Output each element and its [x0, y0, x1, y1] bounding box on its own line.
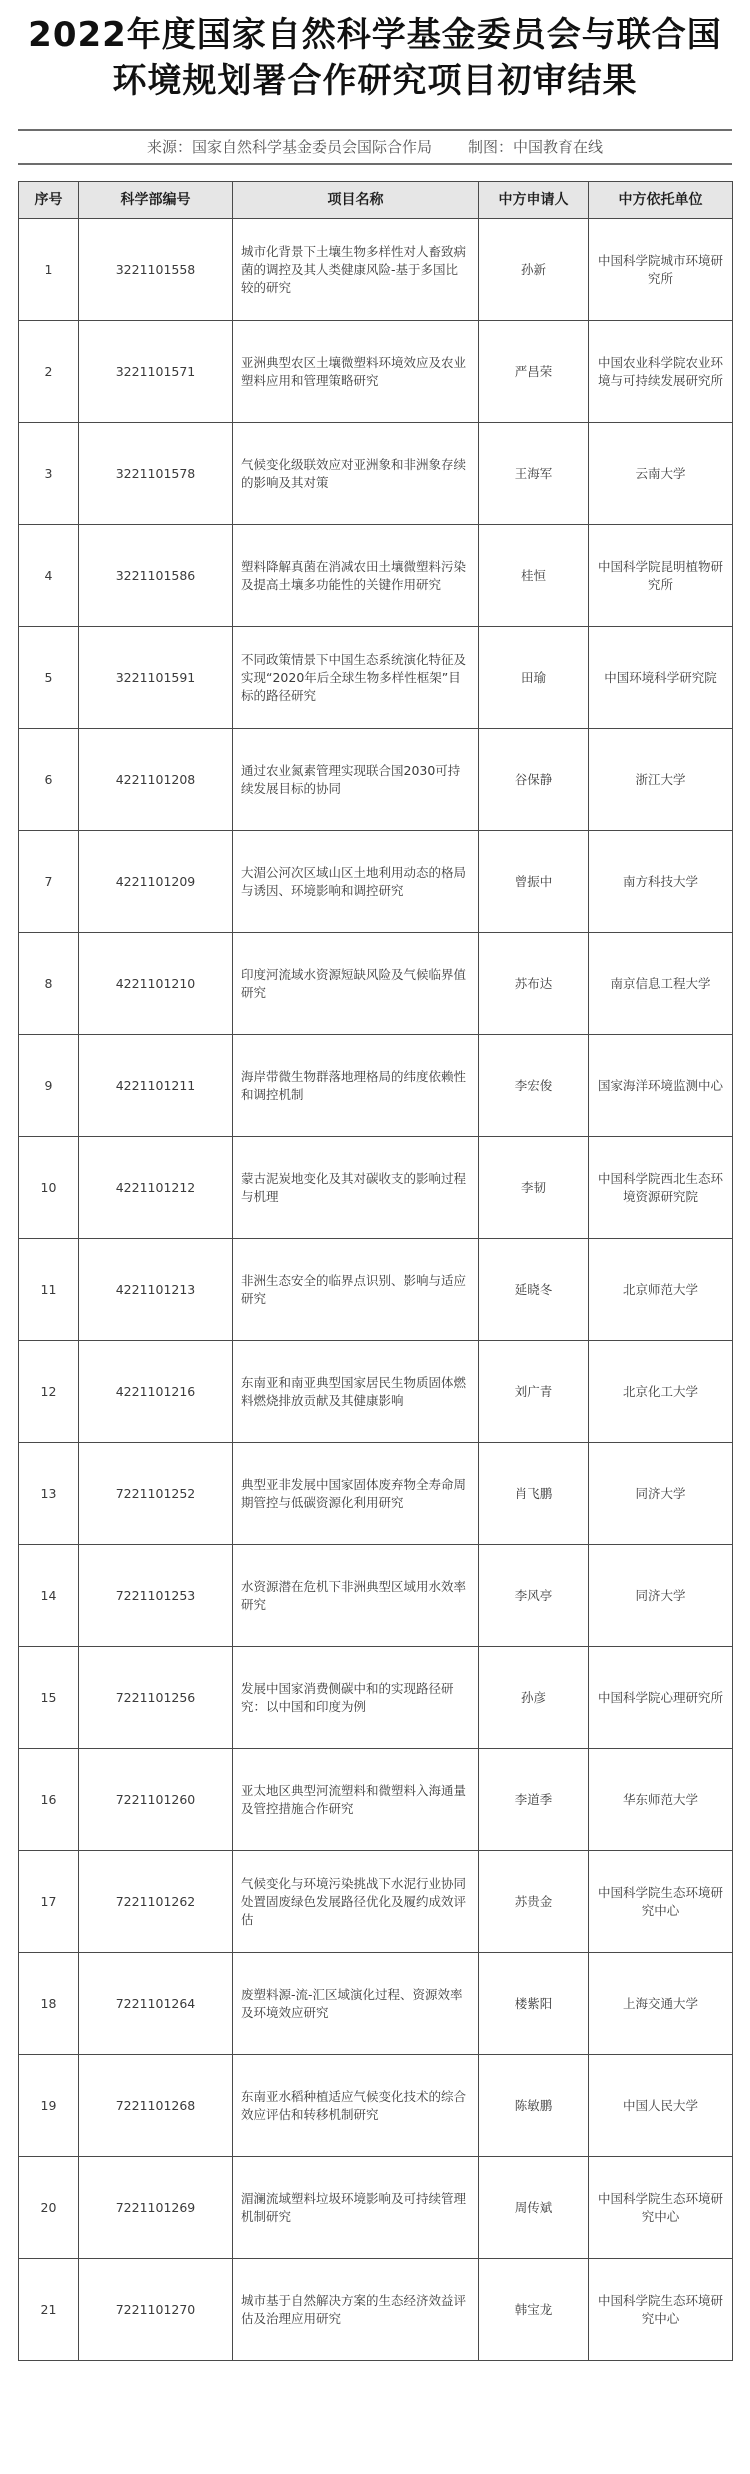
- cell-applicant: 周传斌: [479, 2157, 589, 2259]
- table-row: [19, 1035, 733, 1137]
- cell-no: 3: [19, 423, 79, 525]
- header-code: 科学部编号: [79, 182, 233, 219]
- cell-institution: 同济大学: [589, 1545, 733, 1647]
- page-title-line-1: 2022年度国家自然科学基金委员会与联合国: [28, 15, 722, 55]
- cell-no: 12: [19, 1341, 79, 1443]
- source-made-by: 制图：中国教育在线: [468, 138, 604, 156]
- cell-applicant: 桂恒: [479, 525, 589, 627]
- table-row: [19, 1647, 733, 1749]
- cell-institution: 云南大学: [589, 423, 733, 525]
- table-row: [19, 423, 733, 525]
- table-row: [19, 1443, 733, 1545]
- source-line: [0, 136, 750, 157]
- cell-institution: 北京化工大学: [589, 1341, 733, 1443]
- cell-applicant: 刘广青: [479, 1341, 589, 1443]
- cell-no: 15: [19, 1647, 79, 1749]
- cell-project-name: 废塑料源-流-汇区域演化过程、资源效率及环境效应研究: [233, 1953, 479, 2055]
- cell-applicant: 王海军: [479, 423, 589, 525]
- cell-no: 2: [19, 321, 79, 423]
- cell-code: 3221101558: [79, 219, 233, 321]
- table-row: [19, 2157, 733, 2259]
- cell-institution: 中国环境科学研究院: [589, 627, 733, 729]
- cell-project-name: 气候变化级联效应对亚洲象和非洲象存续的影响及其对策: [233, 423, 479, 525]
- cell-project-name: 印度河流域水资源短缺风险及气候临界值研究: [233, 933, 479, 1035]
- page-title-line-2: 环境规划署合作研究项目初审结果: [112, 61, 638, 101]
- cell-institution: 南方科技大学: [589, 831, 733, 933]
- cell-no: 4: [19, 525, 79, 627]
- cell-code: 3221101578: [79, 423, 233, 525]
- cell-project-name: 水资源潜在危机下非洲典型区域用水效率研究: [233, 1545, 479, 1647]
- cell-institution: 华东师范大学: [589, 1749, 733, 1851]
- cell-code: 7221101253: [79, 1545, 233, 1647]
- cell-applicant: 韩宝龙: [479, 2259, 589, 2361]
- table-row: [19, 2055, 733, 2157]
- cell-institution: 中国科学院西北生态环境资源研究院: [589, 1137, 733, 1239]
- cell-applicant: 田瑜: [479, 627, 589, 729]
- cell-no: 17: [19, 1851, 79, 1953]
- cell-code: 4221101213: [79, 1239, 233, 1341]
- cell-applicant: 李韧: [479, 1137, 589, 1239]
- table-row: [19, 831, 733, 933]
- cell-applicant: 陈敏鹏: [479, 2055, 589, 2157]
- table-row: [19, 1239, 733, 1341]
- cell-applicant: 苏贵金: [479, 1851, 589, 1953]
- cell-applicant: 孙新: [479, 219, 589, 321]
- cell-no: 16: [19, 1749, 79, 1851]
- cell-project-name: 湄澜流域塑料垃圾环境影响及可持续管理机制研究: [233, 2157, 479, 2259]
- cell-project-name: 塑料降解真菌在消减农田土壤微塑料污染及提高土壤多功能性的关键作用研究: [233, 525, 479, 627]
- cell-project-name: 亚洲典型农区土壤微塑料环境效应及农业塑料应用和管理策略研究: [233, 321, 479, 423]
- cell-project-name: 蒙古泥炭地变化及其对碳收支的影响过程与机理: [233, 1137, 479, 1239]
- table-row: [19, 729, 733, 831]
- cell-no: 1: [19, 219, 79, 321]
- cell-applicant: 延晓冬: [479, 1239, 589, 1341]
- page-title: [0, 12, 750, 104]
- cell-institution: 北京师范大学: [589, 1239, 733, 1341]
- cell-code: 4221101212: [79, 1137, 233, 1239]
- cell-code: 7221101264: [79, 1953, 233, 2055]
- cell-institution: 中国科学院生态环境研究中心: [589, 2157, 733, 2259]
- cell-no: 20: [19, 2157, 79, 2259]
- source-from: 来源：国家自然科学基金委员会国际合作局: [146, 138, 432, 156]
- cell-no: 11: [19, 1239, 79, 1341]
- cell-project-name: 气候变化与环境污染挑战下水泥行业协同处置固废绿色发展路径优化及履约成效评估: [233, 1851, 479, 1953]
- cell-project-name: 东南亚和南亚典型国家居民生物质固体燃料燃烧排放贡献及其健康影响: [233, 1341, 479, 1443]
- cell-institution: 中国科学院生态环境研究中心: [589, 1851, 733, 1953]
- results-table: [18, 181, 733, 2361]
- cell-code: 3221101571: [79, 321, 233, 423]
- header-no: 序号: [19, 182, 79, 219]
- table-row: [19, 219, 733, 321]
- cell-project-name: 非洲生态安全的临界点识别、影响与适应研究: [233, 1239, 479, 1341]
- cell-project-name: 通过农业氮素管理实现联合国2030可持续发展目标的协同: [233, 729, 479, 831]
- table-row: [19, 1137, 733, 1239]
- cell-project-name: 海岸带微生物群落地理格局的纬度依赖性和调控机制: [233, 1035, 479, 1137]
- table-row: [19, 1341, 733, 1443]
- table-row: [19, 1749, 733, 1851]
- cell-institution: 中国科学院昆明植物研究所: [589, 525, 733, 627]
- table-row: [19, 525, 733, 627]
- cell-code: 7221101260: [79, 1749, 233, 1851]
- cell-project-name: 不同政策情景下中国生态系统演化特征及实现“2020年后全球生物多样性框架”目标的路径研究: [233, 627, 479, 729]
- cell-project-name: 城市化背景下土壤生物多样性对人畜致病菌的调控及其人类健康风险-基于多国比较的研究: [233, 219, 479, 321]
- cell-no: 5: [19, 627, 79, 729]
- cell-project-name: 大湄公河次区域山区土地利用动态的格局与诱因、环境影响和调控研究: [233, 831, 479, 933]
- cell-institution: 中国科学院生态环境研究中心: [589, 2259, 733, 2361]
- cell-applicant: 曾振中: [479, 831, 589, 933]
- cell-code: 4221101210: [79, 933, 233, 1035]
- cell-applicant: 孙彦: [479, 1647, 589, 1749]
- cell-code: 7221101252: [79, 1443, 233, 1545]
- cell-code: 7221101262: [79, 1851, 233, 1953]
- header-institution: 中方依托单位: [589, 182, 733, 219]
- cell-no: 13: [19, 1443, 79, 1545]
- cell-code: 7221101268: [79, 2055, 233, 2157]
- cell-institution: 浙江大学: [589, 729, 733, 831]
- cell-institution: 上海交通大学: [589, 1953, 733, 2055]
- cell-institution: 国家海洋环境监测中心: [589, 1035, 733, 1137]
- cell-no: 7: [19, 831, 79, 933]
- cell-no: 10: [19, 1137, 79, 1239]
- cell-project-name: 城市基于自然解决方案的生态经济效益评估及治理应用研究: [233, 2259, 479, 2361]
- cell-institution: 中国科学院心理研究所: [589, 1647, 733, 1749]
- cell-code: 3221101586: [79, 525, 233, 627]
- cell-project-name: 东南亚水稻种植适应气候变化技术的综合效应评估和转移机制研究: [233, 2055, 479, 2157]
- cell-institution: 同济大学: [589, 1443, 733, 1545]
- cell-applicant: 李道季: [479, 1749, 589, 1851]
- cell-no: 19: [19, 2055, 79, 2157]
- cell-code: 7221101270: [79, 2259, 233, 2361]
- cell-code: 3221101591: [79, 627, 233, 729]
- cell-applicant: 谷保静: [479, 729, 589, 831]
- cell-applicant: 楼紫阳: [479, 1953, 589, 2055]
- cell-code: 4221101209: [79, 831, 233, 933]
- cell-code: 4221101211: [79, 1035, 233, 1137]
- cell-applicant: 苏布达: [479, 933, 589, 1035]
- bottom-divider: [18, 163, 732, 165]
- cell-code: 7221101256: [79, 1647, 233, 1749]
- cell-project-name: 亚太地区典型河流塑料和微塑料入海通量及管控措施合作研究: [233, 1749, 479, 1851]
- cell-institution: 中国科学院城市环境研究所: [589, 219, 733, 321]
- table-row: [19, 627, 733, 729]
- cell-applicant: 李宏俊: [479, 1035, 589, 1137]
- cell-no: 9: [19, 1035, 79, 1137]
- table-row: [19, 1851, 733, 1953]
- cell-applicant: 严昌荣: [479, 321, 589, 423]
- cell-code: 4221101208: [79, 729, 233, 831]
- cell-applicant: 肖飞鹏: [479, 1443, 589, 1545]
- table-header-row: [19, 182, 733, 219]
- table-row: [19, 321, 733, 423]
- table-row: [19, 933, 733, 1035]
- cell-no: 18: [19, 1953, 79, 2055]
- cell-applicant: 李风亭: [479, 1545, 589, 1647]
- cell-project-name: 典型亚非发展中国家固体废弃物全寿命周期管控与低碳资源化利用研究: [233, 1443, 479, 1545]
- cell-project-name: 发展中国家消费侧碳中和的实现路径研究：以中国和印度为例: [233, 1647, 479, 1749]
- cell-institution: 中国人民大学: [589, 2055, 733, 2157]
- header-applicant: 中方申请人: [479, 182, 589, 219]
- top-divider: [18, 129, 732, 131]
- cell-institution: 南京信息工程大学: [589, 933, 733, 1035]
- cell-code: 4221101216: [79, 1341, 233, 1443]
- header-project-name: 项目名称: [233, 182, 479, 219]
- cell-code: 7221101269: [79, 2157, 233, 2259]
- cell-no: 21: [19, 2259, 79, 2361]
- cell-no: 8: [19, 933, 79, 1035]
- cell-institution: 中国农业科学院农业环境与可持续发展研究所: [589, 321, 733, 423]
- cell-no: 14: [19, 1545, 79, 1647]
- table-row: [19, 1953, 733, 2055]
- table-row: [19, 2259, 733, 2361]
- cell-no: 6: [19, 729, 79, 831]
- table-row: [19, 1545, 733, 1647]
